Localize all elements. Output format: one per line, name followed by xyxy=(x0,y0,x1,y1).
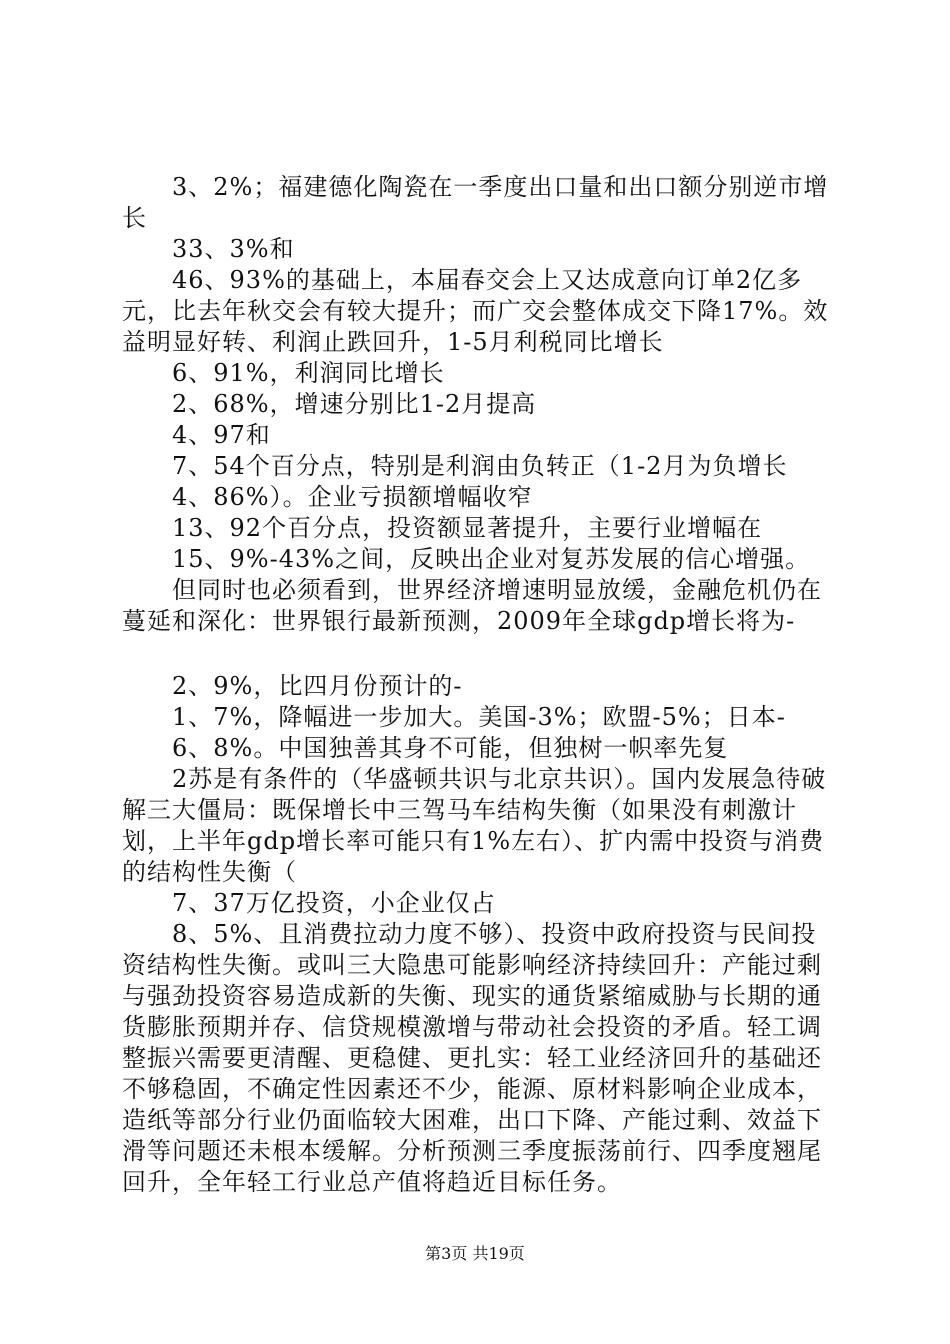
paragraph: 但同时也必须看到，世界经济增速明显放缓，金融危机仍在蔓延和深化：世界银行最新预测，2009年全球gdp增长将为- xyxy=(122,576,822,635)
paragraph: 2、9%，比四月份预计的- xyxy=(172,672,463,700)
paragraph: 6、8%。中国独善其身不可能，但独树一帜率先复 xyxy=(172,734,729,762)
document-body xyxy=(122,172,834,1198)
paragraph: 6、91%，利润同比增长 xyxy=(172,359,445,387)
paragraph: 13、92个百分点，投资额显著提升，主要行业增幅在 xyxy=(172,514,763,542)
paragraph-gap xyxy=(122,637,834,671)
paragraph: 1、7%，降幅进一步加大。美国-3%；欧盟-5%；日本- xyxy=(172,703,786,731)
paragraph: 2、68%，增速分别比1-2月提高 xyxy=(172,390,537,418)
paragraph: 33、3%和 xyxy=(172,235,295,263)
paragraph: 7、54个百分点，特别是利润由负转正（1-2月为负增长 xyxy=(172,452,788,480)
page-number-footer: 第3页 共19页 xyxy=(425,1244,525,1263)
paragraph: 4、97和 xyxy=(172,421,271,449)
paragraph: 7、37万亿投资，小企业仅占 xyxy=(172,889,496,917)
paragraph: 15、9%-43%之间，反映出企业对复苏发展的信心增强。 xyxy=(172,545,811,573)
paragraph: 4、86%）。企业亏损额增幅收窄 xyxy=(172,483,533,511)
paragraph: 3、2%；福建德化陶瓷在一季度出口量和出口额分别逆市增长 xyxy=(122,173,829,232)
paragraph: 46、93%的基础上，本届春交会上又达成意向订单2亿多元，比去年秋交会有较大提升；而广交会整体成交下降17%。效益明显好转、利润止跌回升，1-5月利税同比增长 xyxy=(122,266,829,356)
paragraph: 2苏是有条件的（华盛顿共识与北京共识）。国内发展急待破解三大僵局：既保增长中三驾马车结构失衡（如果没有刺激计划，上半年gdp增长率可能只有1%左右）、扩内需中投资与消费的结构性失衡（ xyxy=(122,765,827,886)
paragraph: 8、5%、且消费拉动力度不够）、投资中政府投资与民间投资结构性失衡。或叫三大隐患可能影响经济持续回升：产能过剩与强劲投资容易造成新的失衡、现实的通货紧缩威胁与长期的通货膨胀预期并存、信贷规模激增与带动社会投资的矛盾。轻工调整振兴需要更清醒、更稳健、更扎实：轻工业经济回升的基础还不够稳固，不确定性因素还不少，能源、原材料影响企业成本，造纸等部分行业仍面临较大困难，出口下降、产能过剩、效益下滑等问题还未根本缓解。分析预测三季度振荡前行、四季度翘尾回升，全年轻工行业总产值将趋近目标任务。 xyxy=(122,920,822,1196)
